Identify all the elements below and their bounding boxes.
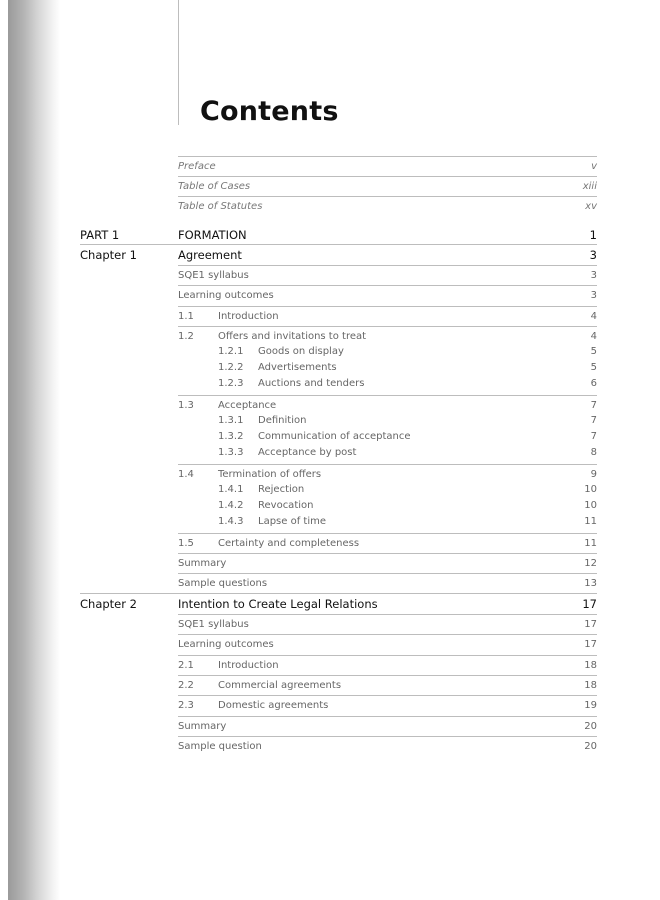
toc-entry[interactable] [178, 634, 597, 655]
entry-label: Auctions and tenders [258, 378, 365, 389]
toc-entry-table-of-cases[interactable] [178, 176, 597, 197]
entry-page: 19 [584, 700, 597, 711]
entry-label: Goods on display [258, 346, 344, 357]
chapter-title: Intention to Create Legal Relations [178, 597, 378, 611]
toc-entry[interactable] [178, 655, 597, 676]
entry-label: Learning outcomes [178, 639, 274, 650]
section-number: 1.2 [178, 331, 194, 342]
entry-label: Lapse of time [258, 516, 326, 527]
toc-part-1[interactable] [80, 225, 597, 245]
part-label: PART 1 [80, 228, 120, 242]
entry-page: 11 [584, 516, 597, 527]
entry-page: 6 [590, 378, 597, 389]
entry-label: Introduction [218, 311, 279, 322]
entry-label: Revocation [258, 500, 314, 511]
section-number: 2.2 [178, 680, 194, 691]
entry-label: Acceptance by post [258, 447, 357, 458]
entry-label: Commercial agreements [218, 680, 342, 691]
entry-page: 7 [590, 431, 597, 442]
entry-label: Certainty and completeness [218, 538, 360, 549]
entry-page: 3 [590, 270, 597, 281]
toc-entry[interactable] [178, 553, 597, 574]
toc-entry[interactable] [178, 265, 597, 286]
toc-entry-table-of-statutes[interactable] [178, 196, 597, 217]
toc-entry[interactable] [178, 675, 597, 696]
part-title: FORMATION [178, 228, 247, 242]
entry-page: 1 [589, 228, 597, 242]
entry-page: 7 [590, 415, 597, 426]
entry-page: 10 [584, 484, 597, 495]
page-title: Contents [200, 96, 339, 127]
entry-page: 18 [584, 680, 597, 691]
section-number: 1.4.3 [218, 516, 244, 527]
entry-page: 11 [584, 538, 597, 549]
section-number: 1.4.2 [218, 500, 244, 511]
section-number: 1.3 [178, 400, 194, 411]
toc-subentry[interactable] [178, 512, 597, 532]
entry-page: 17 [584, 639, 597, 650]
entry-label: Advertisements [258, 362, 337, 373]
toc-subentry[interactable] [178, 443, 597, 463]
section-number: 2.1 [178, 660, 194, 671]
section-number: 1.3.2 [218, 431, 244, 442]
entry-label: Summary [178, 721, 227, 732]
section-number: 2.3 [178, 700, 194, 711]
section-number: 1.4.1 [218, 484, 244, 495]
toc-chapter-1[interactable] [80, 244, 597, 265]
entry-page: xv [585, 201, 597, 212]
entry-page: 10 [584, 500, 597, 511]
toc-entry[interactable] [178, 306, 597, 327]
toc-entry[interactable] [178, 716, 597, 737]
section-number: 1.2.1 [218, 346, 244, 357]
section-number: 1.3.3 [218, 447, 244, 458]
entry-label: Introduction [218, 660, 279, 671]
entry-page: 12 [584, 558, 597, 569]
entry-page: 17 [584, 619, 597, 630]
entry-label: Termination of offers [218, 469, 322, 480]
entry-page: 4 [590, 311, 597, 322]
toc-subentry[interactable] [178, 374, 597, 394]
toc-entry[interactable] [178, 573, 597, 594]
entry-page: 5 [590, 362, 597, 373]
toc-entry[interactable] [178, 614, 597, 635]
entry-page: 4 [590, 331, 597, 342]
entry-page: 5 [590, 346, 597, 357]
toc-entry[interactable] [178, 533, 597, 554]
section-number: 1.2.2 [218, 362, 244, 373]
entry-label: SQE1 syllabus [178, 270, 249, 281]
entry-page: 3 [589, 248, 597, 262]
entry-page: 13 [584, 578, 597, 589]
entry-page: 8 [590, 447, 597, 458]
entry-label: Definition [258, 415, 307, 426]
section-number: 1.1 [178, 311, 194, 322]
section-number: 1.4 [178, 469, 194, 480]
entry-label: Learning outcomes [178, 290, 274, 301]
entry-page: 9 [590, 469, 597, 480]
entry-label: Acceptance [218, 400, 277, 411]
toc-entry-preface[interactable] [178, 156, 597, 177]
section-number: 1.5 [178, 538, 194, 549]
toc-entry[interactable] [178, 695, 597, 716]
section-number: 1.3.1 [218, 415, 244, 426]
entry-page: v [591, 161, 597, 172]
entry-label: SQE1 syllabus [178, 619, 249, 630]
entry-label: Offers and invitations to treat [218, 331, 367, 342]
entry-label: Preface [178, 161, 216, 172]
toc-entry[interactable] [178, 285, 597, 306]
chapter-label: Chapter 2 [80, 597, 137, 611]
entry-label: Sample questions [178, 578, 268, 589]
entry-page: 20 [584, 741, 597, 752]
entry-page: xiii [582, 181, 597, 192]
chapter-label: Chapter 1 [80, 248, 137, 262]
chapter-title: Agreement [178, 248, 242, 262]
entry-label: Sample question [178, 741, 262, 752]
entry-page: 7 [590, 400, 597, 411]
entry-page: 18 [584, 660, 597, 671]
entry-label: Rejection [258, 484, 305, 495]
toc-entry[interactable] [178, 736, 597, 757]
entry-page: 17 [582, 597, 597, 611]
toc-chapter-2[interactable] [80, 593, 597, 614]
entry-page: 3 [590, 290, 597, 301]
entry-label: Table of Statutes [178, 201, 263, 212]
entry-label: Table of Cases [178, 181, 251, 192]
entry-page: 20 [584, 721, 597, 732]
section-number: 1.2.3 [218, 378, 244, 389]
entry-label: Summary [178, 558, 227, 569]
entry-label: Communication of acceptance [258, 431, 411, 442]
entry-label: Domestic agreements [218, 700, 329, 711]
